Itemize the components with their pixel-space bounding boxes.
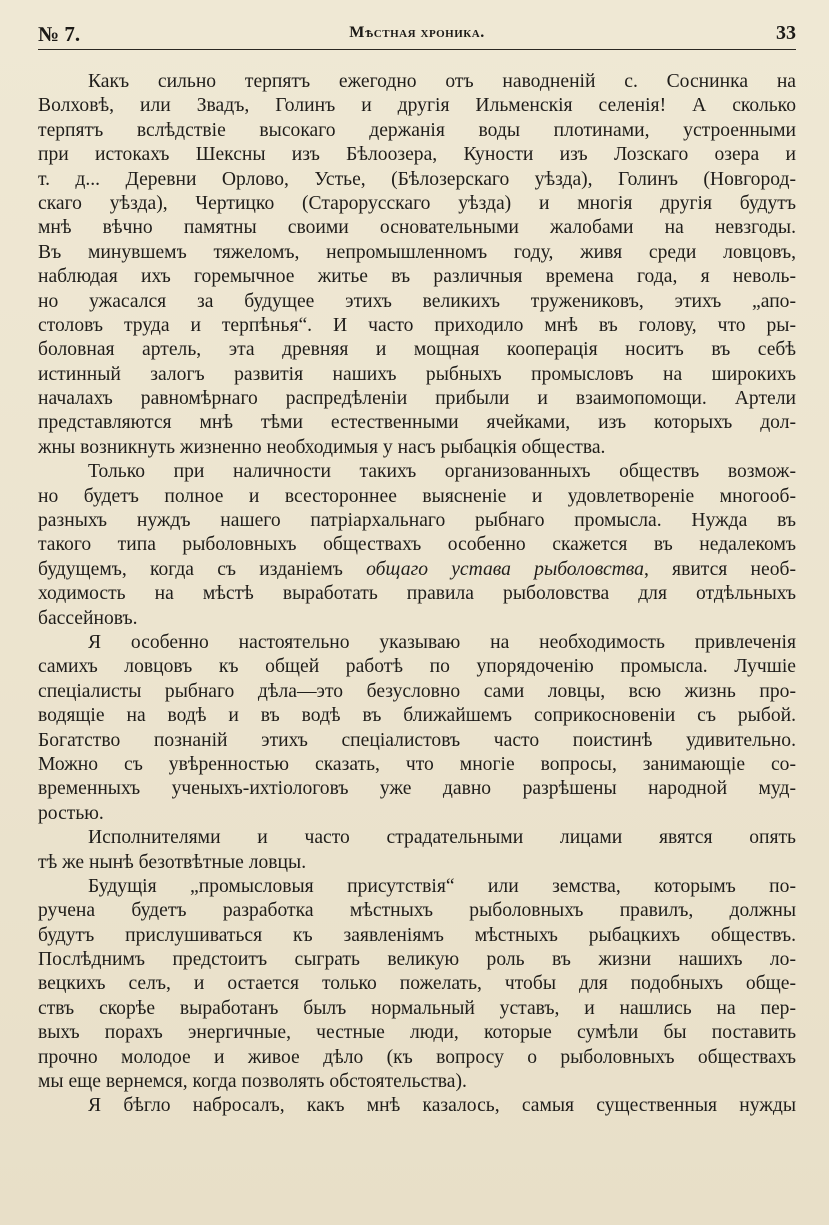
- text-line: ствъ скорѣе выработанъ былъ нормальный уставъ, и нашлись на пер-: [38, 997, 796, 1019]
- text-line: водящіе на водѣ и въ водѣ въ ближайшемъ соприкосновеніи съ рыбой.: [38, 705, 796, 727]
- text-line: Богатство познаній этихъ спеціалистовъ часто поистинѣ удивительно.: [38, 729, 796, 751]
- text-line: Послѣднимъ предстоитъ сыграть великую роль въ жизни нашихъ ло-: [38, 949, 796, 971]
- text-line: скаго уѣзда), Чертицко (Старорусскаго уѣзда) и многія другія будутъ: [38, 192, 796, 214]
- text-line: будутъ прислушиваться къ заявленіямъ мѣстныхъ рыбацкихъ обществъ.: [38, 924, 796, 946]
- italic-title: общаго устава рыболовства: [366, 558, 644, 580]
- text-line: временныхъ ученыхъ-ихтіологовъ уже давно разрѣшены народной муд-: [38, 778, 796, 800]
- text-segment: будущемъ, когда съ изданіемъ: [38, 558, 367, 580]
- text-line: терпятъ вслѣдствіе высокаго держанія воды плотинами, устроенными: [38, 119, 796, 141]
- text-line: спеціалисты рыбнаго дѣла—это безусловно сами ловцы, всю жизнь про-: [38, 680, 796, 702]
- text-line: Я особенно настоятельно указываю на необходимость привлеченія: [88, 631, 796, 653]
- header-rule: [38, 49, 796, 50]
- text-line: Волховѣ, или Звадъ, Голинъ и другія Ильменскія селенія! А сколько: [38, 95, 796, 117]
- text-line: боловная артель, эта древняя и мощная кооперація носитъ въ себѣ: [38, 339, 796, 361]
- text-line: при истокахъ Шексны изъ Бѣлоозера, Куности изъ Лозскаго озера и: [38, 144, 796, 166]
- text-line: ходимость на мѣстѣ выработать правила рыболовства для отдѣльныхъ: [38, 583, 796, 605]
- text-line: Въ минувшемъ тяжеломъ, непромышленномъ году, живя среди ловцовъ,: [38, 241, 796, 263]
- section-title: Мѣстная хроника.: [349, 24, 485, 41]
- text-line: столовъ труда и терпѣнья“. И часто приходило мнѣ въ голову, что ры-: [38, 314, 796, 336]
- text-line: такого типа рыболовныхъ обществахъ особенно скажется въ недалекомъ: [38, 534, 796, 556]
- text-line: Только при наличности такихъ организованныхъ обществъ возмож-: [88, 461, 796, 483]
- text-line: бассейновъ.: [38, 607, 138, 629]
- text-line: [38, 558, 796, 582]
- text-line: но ужасался за будущее этихъ великихъ тружениковъ, этихъ „апо-: [38, 290, 796, 312]
- text-line: жны возникнуть жизненно необходимыя у насъ рыбацкія общества.: [38, 436, 606, 458]
- text-line: вецкихъ селъ, и остается только пожелать, чтобы для подобныхъ обще-: [38, 973, 796, 995]
- text-line: мнѣ вѣчно памятны своими основательными жалобами на невзгоды.: [38, 217, 796, 239]
- text-segment: , явится необ-: [643, 558, 796, 580]
- text-line: мы еще вернемся, когда позволять обстоятельства).: [38, 1071, 467, 1093]
- text-line: наблюдая ихъ горемычное житье въ различныя времена года, я неволь-: [38, 266, 796, 288]
- text-line: но будетъ полное и всестороннее выясненіе и удовлетвореніе многооб-: [38, 485, 796, 507]
- text-line: прочно молодое и живое дѣло (къ вопросу о рыболовныхъ обществахъ: [38, 1046, 796, 1068]
- text-line: ручена будетъ разработка мѣстныхъ рыболовныхъ правилъ, должны: [38, 900, 796, 922]
- text-line: Можно съ увѣренностью сказать, что многіе вопросы, занимающіе со-: [38, 753, 796, 775]
- text-line: представляются мнѣ тѣми естественными ячейками, изъ которыхъ дол-: [38, 412, 796, 434]
- text-line: выхъ порахъ энергичные, честные люди, которые сумѣли бы поставить: [38, 1022, 796, 1044]
- text-line: разныхъ нуждъ нашего патріархальнаго рыбнаго промысла. Нужда въ: [38, 510, 796, 532]
- page-number: 33: [776, 22, 796, 44]
- text-line: Какъ сильно терпятъ ежегодно отъ наводненій с. Соснинка на: [88, 71, 796, 92]
- article-body: [38, 70, 796, 1119]
- text-line: т. д... Деревни Орлово, Устье, (Бѣлозерскаго уѣзда), Голинъ (Новгород-: [38, 168, 796, 190]
- text-line: самихъ ловцовъ къ общей работѣ по упорядоченію промысла. Лучшіе: [38, 656, 796, 678]
- text-line: Будущія „промысловыя присутствія“ или земства, которымъ по-: [88, 875, 796, 897]
- text-line: ростью.: [38, 802, 104, 824]
- text-line: Исполнителями и часто страдательными лицами явятся опять: [88, 827, 796, 849]
- issue-number: № 7.: [38, 22, 81, 46]
- text-line: Я бѣгло набросалъ, какъ мнѣ казалось, самыя существенныя нужды: [88, 1095, 796, 1117]
- text-line: тѣ же нынѣ безотвѣтные ловцы.: [38, 851, 307, 873]
- running-header: [38, 20, 796, 50]
- text-line: началахъ равномѣрнаго распредѣленіи прибыли и взаимопомощи. Артели: [38, 388, 796, 410]
- text-line: истинный залогъ развитія нашихъ рыбныхъ промысловъ на широкихъ: [38, 363, 796, 385]
